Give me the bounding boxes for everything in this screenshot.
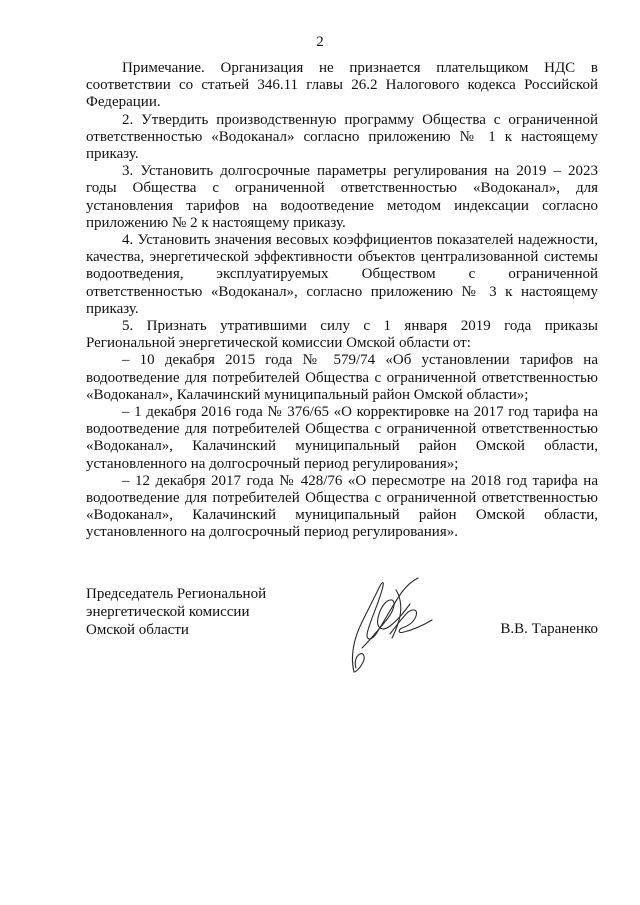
signatory-name: В.В. Тараненко <box>500 621 598 637</box>
handwritten-signature <box>332 572 442 676</box>
repealed-order-1: – 10 декабря 2015 года № 579/74 «Об установлении тарифов на водоотведение для потребителей Общества с ограниченной ответственностью «Водоканал», Калачинский муниципальный район Омской области»; <box>86 352 598 403</box>
signatory-title-line: Омской области <box>86 622 189 638</box>
document-body <box>86 60 598 542</box>
signatory-title-line: Председатель Региональной <box>86 586 267 602</box>
page-number: 2 <box>316 34 324 50</box>
item-4-paragraph: 4. Установить значения весовых коэффициентов показателей надежности, качества, энергетической эффективности объектов централизованной системы водоотведения, эксплуатируемых Обществом с ограниченной ответственностью «Водоканал», согласно приложению № 3 к настоящему приказу. <box>86 232 598 317</box>
signatory-title-line: энергетической комиссии <box>86 604 250 620</box>
item-2-paragraph: 2. Утвердить производственную программу Общества с ограниченной ответственностью «Водоканал» согласно приложению № 1 к настоящему приказу. <box>86 111 598 163</box>
note-paragraph: Примечание. Организация не признается плательщиком НДС в соответствии со статьей 346.11 главы 26.2 Налогового кодекса Российской Федерации. <box>86 60 598 111</box>
item-5-paragraph: 5. Признать утратившими силу с 1 января 2019 года приказы Региональной энергетической комиссии Омской области от: <box>86 318 598 352</box>
signatory-title <box>86 585 316 639</box>
repealed-order-2: – 1 декабря 2016 года № 376/65 «О корректировке на 2017 год тарифа на водоотведение для потребителей Общества с ограниченной ответственностью «Водоканал», Калачинский муниципальный район Омской области, установленного на долгосрочный период регулирования»; <box>86 404 598 472</box>
item-3-paragraph: 3. Установить долгосрочные параметры регулирования на 2019 – 2023 годы Общества с ограниченной ответственностью «Водоканал», для установления тарифов на водоотведение методом индексации согласно приложению № 2 к настоящему приказу. <box>86 163 598 231</box>
repealed-order-3: – 12 декабря 2017 года № 428/76 «О пересмотре на 2018 год тарифа на водоотведение для потребителей Общества с ограниченной ответственностью «Водоканал», Калачинский муниципальный район Омской области, установленного на долгосрочный период регулирования». <box>86 472 598 541</box>
